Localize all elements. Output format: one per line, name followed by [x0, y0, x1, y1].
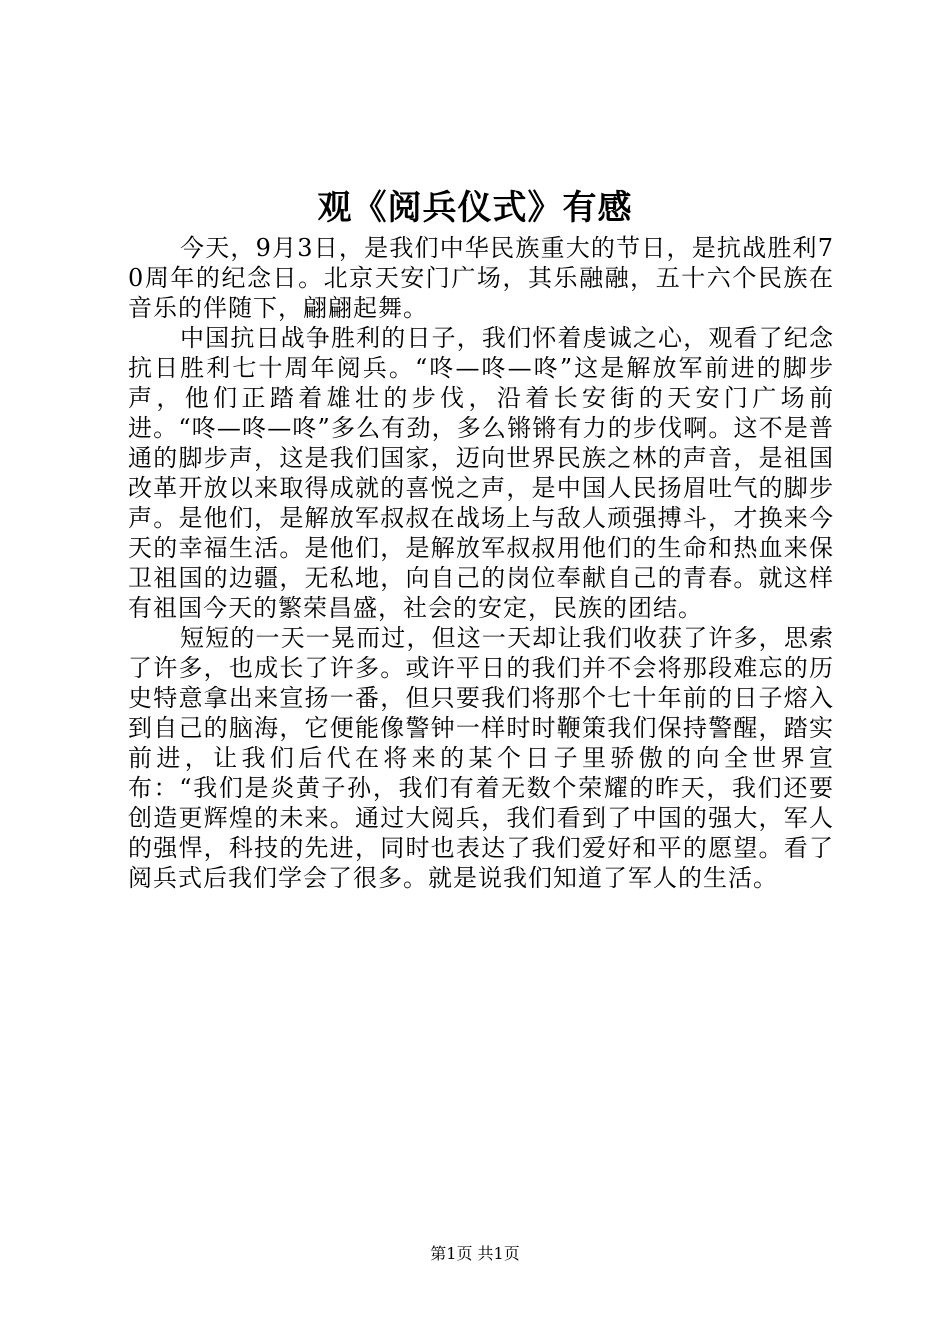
paragraph-1: 今天，9月3日，是我们中华民族重大的节日，是抗战胜利70周年的纪念日。北京天安门广场，其乐融融，五十六个民族在音乐的伴随下，翩翩起舞。 [128, 234, 834, 322]
document-title: 观《阅兵仪式》有感 [317, 188, 633, 228]
document-body [128, 233, 834, 893]
paragraph-2: 中国抗日战争胜利的日子，我们怀着虔诚之心，观看了纪念抗日胜利七十周年阅兵。“咚—咚—咚”这是解放军前进的脚步声，他们正踏着雄壮的步伐，沿着长安街的天安门广场前进。“咚—咚—咚”多么有劲，多么锵锵有力的步伐啊。这不是普通的脚步声，这是我们国家，迈向世界民族之林的声音，是祖国改革开放以来取得成就的喜悦之声，是中国人民扬眉吐气的脚步声。是他们，是解放军叔叔在战场上与敌人顽强搏斗，才换来今天的幸福生活。是他们，是解放军叔叔用他们的生命和热血来保卫祖国的边疆，无私地，向自己的岗位奉献自己的青春。就这样有祖国今天的繁荣昌盛，社会的安定，民族的团结。 [128, 324, 834, 622]
paragraph-3: 短短的一天一晃而过，但这一天却让我们收获了许多，思索了许多，也成长了许多。或许平日的我们并不会将那段难忘的历史特意拿出来宣扬一番，但只要我们将那个七十年前的日子熔入到自己的脑海，它便能像警钟一样时时鞭策我们保持警醒，踏实前进，让我们后代在将来的某个日子里骄傲的向全世界宣布：“我们是炎黄子孙，我们有着无数个荣耀的昨天，我们还要创造更辉煌的未来。通过大阅兵，我们看到了中国的强大，军人的强悍，科技的先进，同时也表达了我们爱好和平的愿望。看了阅兵式后我们学会了很多。就是说我们知道了军人的生活。 [128, 624, 834, 892]
page-number-footer: 第1页 共1页 [430, 1244, 520, 1263]
